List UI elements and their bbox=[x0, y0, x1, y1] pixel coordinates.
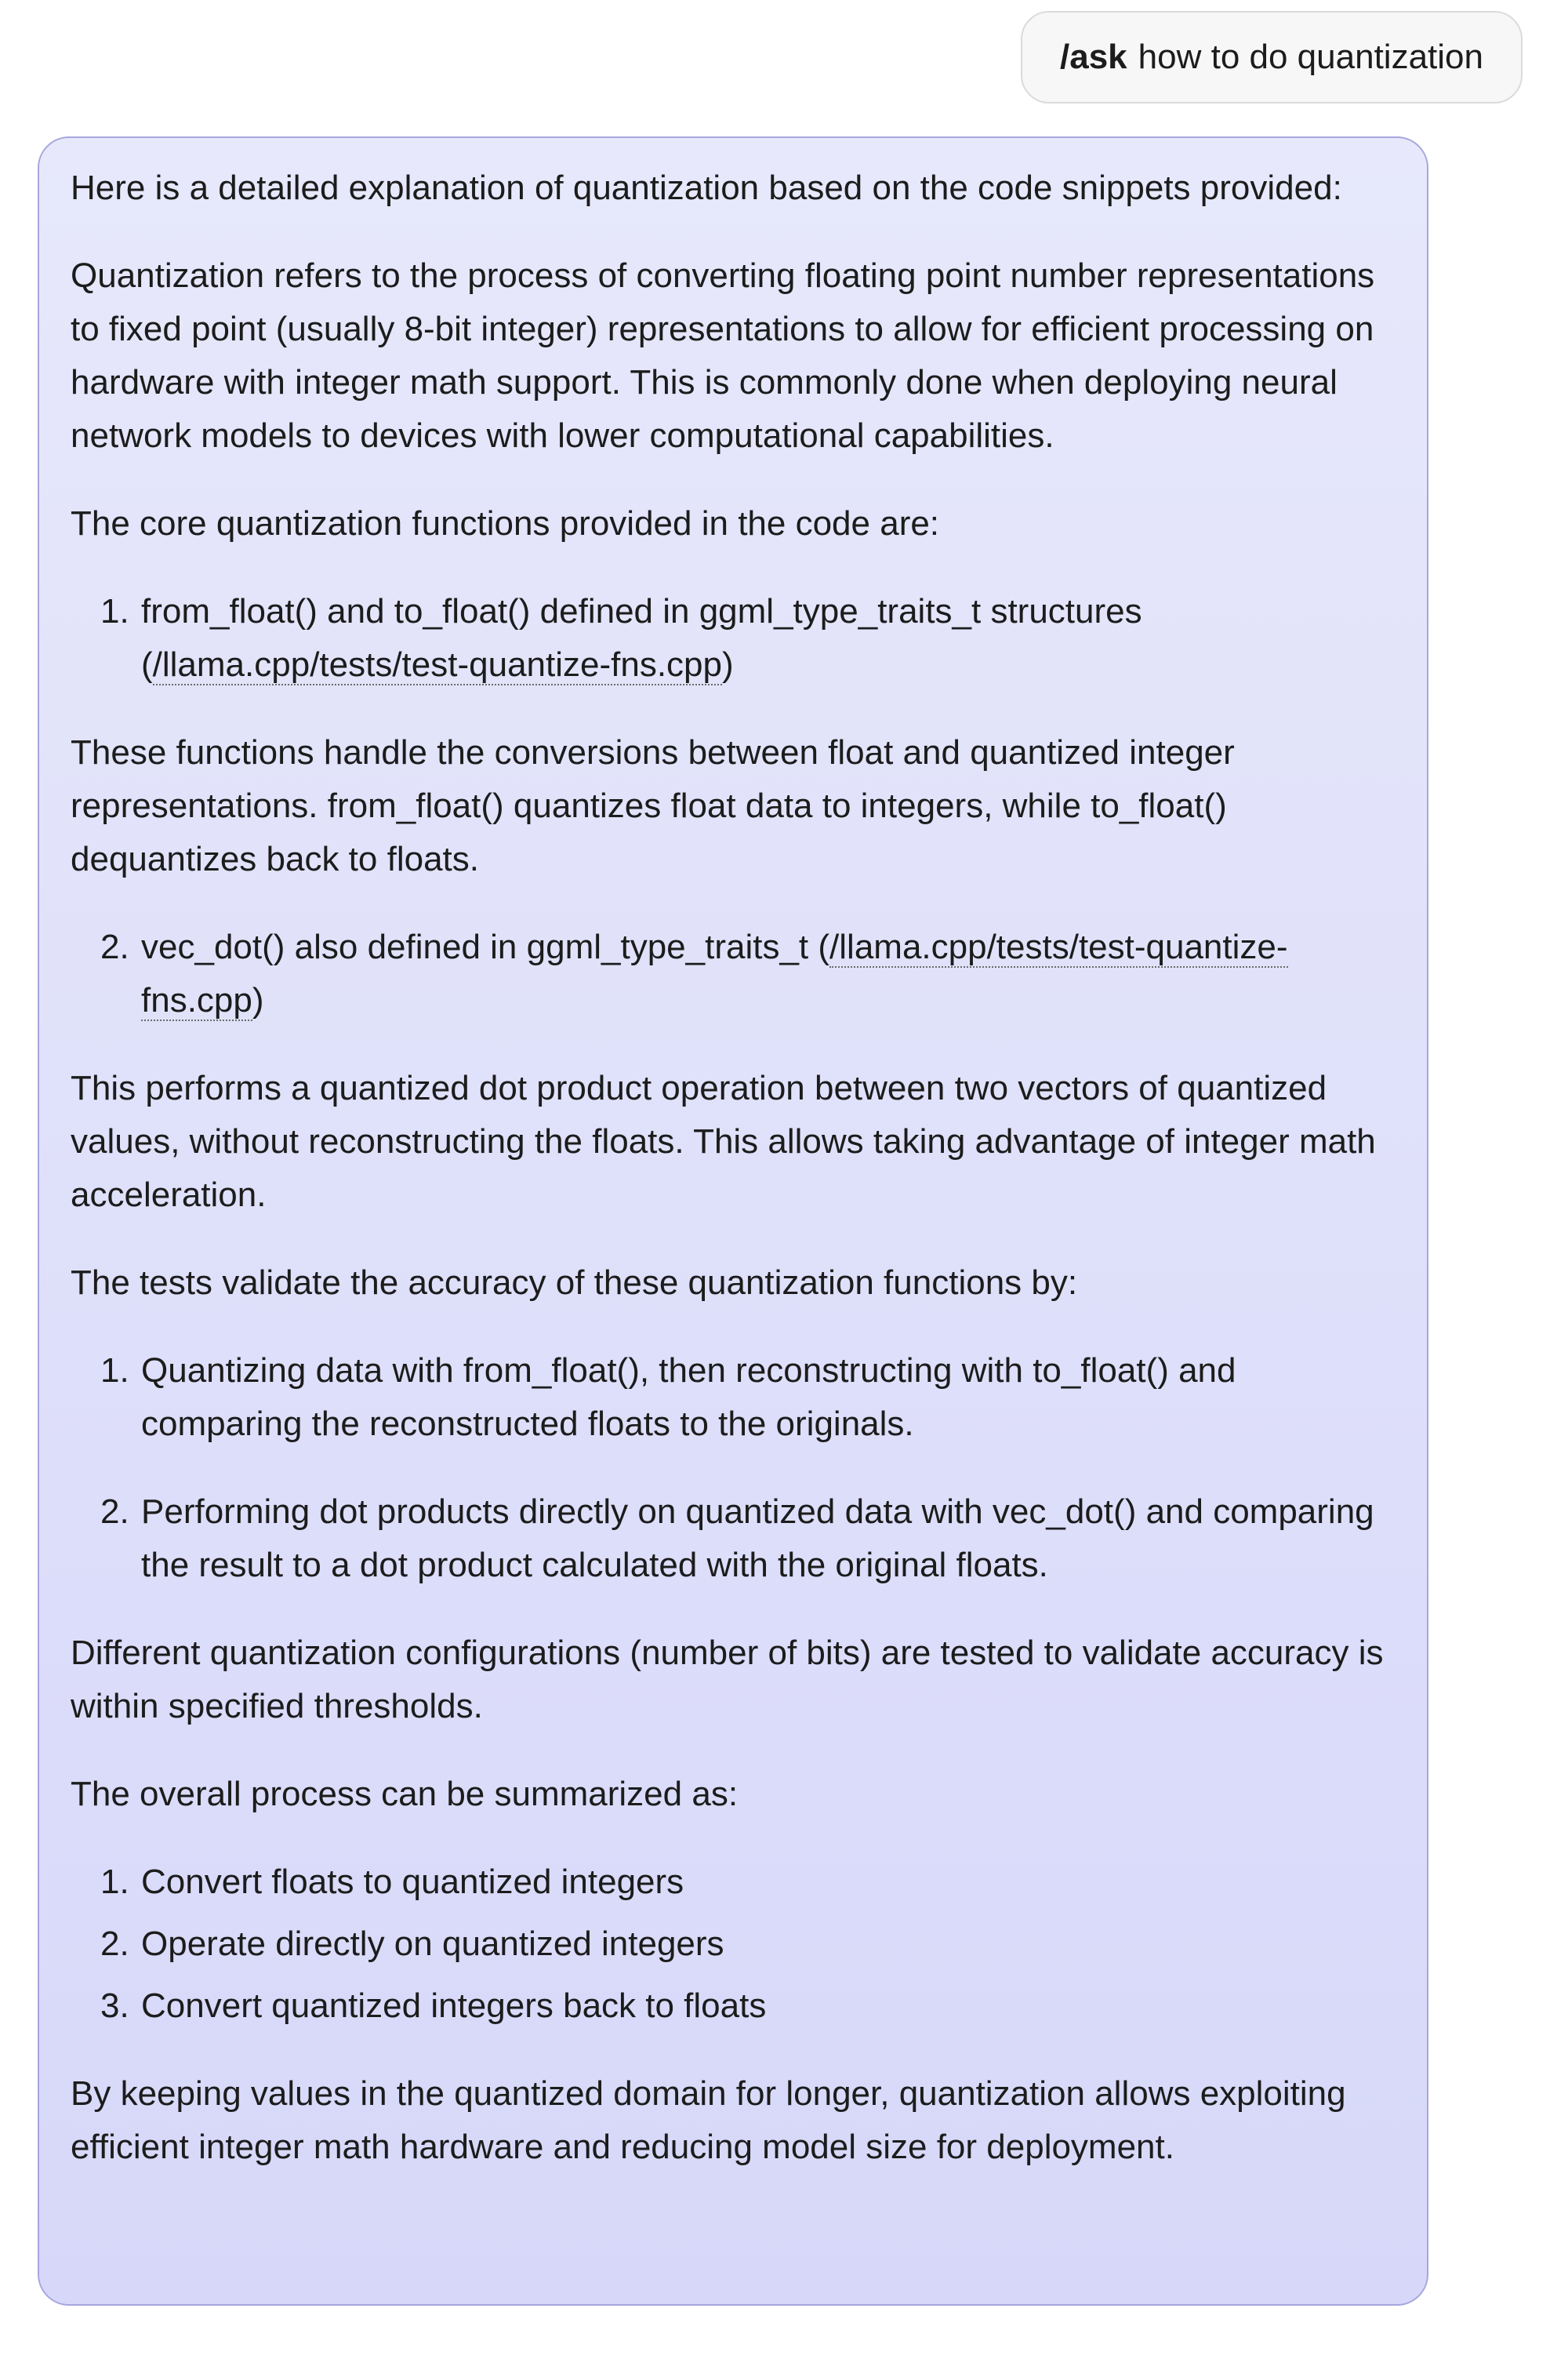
tests-list bbox=[71, 1344, 1397, 1592]
steps-list bbox=[71, 1856, 1397, 2033]
list-item-text: Quantizing data with from_float(), then reconstructing with to_float() and comparing the reconstructed floats to the originals. bbox=[141, 1351, 1236, 1443]
list-item bbox=[71, 1979, 1397, 2033]
configs-paragraph: Different quantization configurations (number of bits) are tested to validate accuracy is within specified thresholds. bbox=[71, 1634, 1384, 1725]
list-item bbox=[71, 921, 1397, 1027]
user-message-text: how to do quantization bbox=[1138, 38, 1483, 76]
list-item-text: from_float() and to_float() defined in ggml_type_traits_t structures bbox=[141, 592, 1142, 631]
file-link[interactable]: /llama.cpp/tests/test-quantize-fns.cpp bbox=[152, 645, 722, 684]
item1-description: These functions handle the conversions between float and quantized integer representations. from_float() quantizes float data to integers, while to_float() dequantizes back to floats. bbox=[71, 733, 1235, 878]
list-item bbox=[71, 585, 1397, 692]
paren-open: ( bbox=[818, 928, 830, 966]
paren-close: ) bbox=[722, 645, 734, 684]
definition-paragraph: Quantization refers to the process of converting floating point number representations to fixed point (usually 8-bit integer) representations to allow for efficient processing on hardware with integer math support. This is commonly done when deploying neural network models to devices with lower computational capabilities. bbox=[71, 256, 1375, 455]
list-number: 1. bbox=[100, 1351, 129, 1390]
user-message-bubble bbox=[1021, 11, 1523, 104]
core-functions-list-2 bbox=[71, 921, 1397, 1027]
list-number: 2. bbox=[100, 1492, 129, 1531]
assistant-response-bubble bbox=[38, 136, 1428, 2306]
list-item bbox=[71, 1344, 1397, 1451]
list-item-text: Convert floats to quantized integers bbox=[141, 1863, 684, 1901]
list-item-text: vec_dot() also defined in ggml_type_traits_t bbox=[141, 928, 809, 966]
list-item bbox=[71, 1917, 1397, 1971]
paren-open: ( bbox=[141, 645, 153, 684]
file-link[interactable]: /llama.cpp/tests/test-quantize-fns.cpp bbox=[141, 928, 1288, 1020]
summary-intro: The overall process can be summarized as: bbox=[71, 1775, 739, 1813]
intro-paragraph: Here is a detailed explanation of quantization based on the code snippets provided: bbox=[71, 169, 1342, 207]
list-item bbox=[71, 1485, 1397, 1592]
item2-description: This performs a quantized dot product operation between two vectors of quantized values, without reconstructing the floats. This allows taking advantage of integer math acceleration. bbox=[71, 1069, 1376, 1214]
list-item-text: Performing dot products directly on quantized data with vec_dot() and comparing the result to a dot product calculated with the original floats. bbox=[141, 1492, 1374, 1584]
list-number: 3. bbox=[100, 1987, 129, 2025]
list-item-text: Convert quantized integers back to floats bbox=[141, 1987, 767, 2025]
conclusion-paragraph: By keeping values in the quantized domain for longer, quantization allows exploiting efficient integer math hardware and reducing model size for deployment. bbox=[71, 2074, 1346, 2166]
list-item bbox=[71, 1856, 1397, 1909]
paren-close: ) bbox=[252, 981, 264, 1020]
command-label: /ask bbox=[1060, 38, 1127, 76]
list-number: 2. bbox=[100, 1925, 129, 1963]
list-number: 1. bbox=[100, 1863, 129, 1901]
list-item-text: Operate directly on quantized integers bbox=[141, 1925, 724, 1963]
list-number: 2. bbox=[100, 928, 129, 966]
core-functions-intro: The core quantization functions provided in the code are: bbox=[71, 504, 940, 543]
list-number: 1. bbox=[100, 592, 129, 631]
tests-intro: The tests validate the accuracy of these quantization functions by: bbox=[71, 1263, 1078, 1302]
core-functions-list-1 bbox=[71, 585, 1397, 692]
